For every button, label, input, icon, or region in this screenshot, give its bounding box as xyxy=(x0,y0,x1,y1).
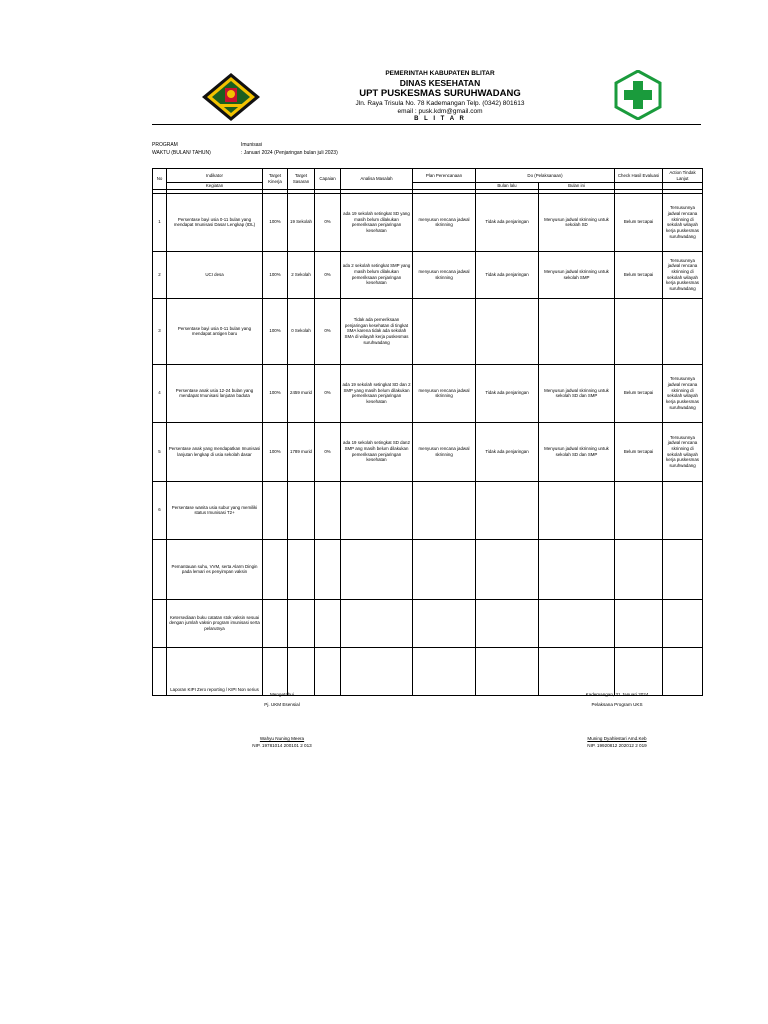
col-header-no: No xyxy=(153,169,167,190)
row-bulan-ini xyxy=(539,298,615,364)
header-address: Jln. Raya Trisula No. 78 Kademangan Telp. (0342) 801613 xyxy=(355,100,525,107)
row-target-sasaran: 2 Sekolah xyxy=(288,251,315,298)
pdca-table xyxy=(152,168,703,696)
row-no: 4 xyxy=(153,364,167,422)
row-bulan-ini xyxy=(539,539,615,599)
row-bulan-ini xyxy=(539,647,615,695)
col-header-target-sasaran: Target Sasaran xyxy=(288,169,315,190)
row-bulan-ini: Menyusun jadwal skrinning untuk sekolah SD xyxy=(539,193,615,251)
header-department: DINAS KESEHATAN xyxy=(399,78,481,88)
row-target-kinerja xyxy=(263,599,288,647)
row-analisa: ada 19 sekolah setingkat SD dan2 SMP ang masih belum dilakukan pemeriksaan penjaringan kesehatan xyxy=(341,422,413,481)
row-indikator: Laporan KIPI Zero reporting / KIPI Non serius xyxy=(167,647,263,695)
row-action: Tersusunnya jadwal rencana skrinning di sekolah wilayah kerja puskesmas suruhwadang xyxy=(663,422,703,481)
sign-left-nip: NIP. 19781014 200101 2 013 xyxy=(252,743,312,748)
row-no: 1 xyxy=(153,193,167,251)
row-indikator: Pemantauan suhu, VVM, serta Alarm Dingin pada lemari es penyimpan vaksin xyxy=(167,539,263,599)
sign-left-title: Mengetahui xyxy=(269,692,294,697)
row-action xyxy=(663,539,703,599)
row-plan xyxy=(413,647,476,695)
row-target-sasaran xyxy=(288,481,315,539)
row-plan xyxy=(413,539,476,599)
row-bulan-lalu xyxy=(476,539,539,599)
row-target-sasaran: 1789 murid xyxy=(288,422,315,481)
sign-right-date: Kademangan, 31 Januari 2024 xyxy=(585,692,649,697)
row-analisa: ada 19 sekolah setingkat SD yang masih belum dilakukan pemeriksaan penjaringan kesehatan xyxy=(341,193,413,251)
row-check xyxy=(615,298,663,364)
table-row xyxy=(153,422,703,481)
row-action: Tersusunnya jadwal rencana skrinning di sekolah wilayah kerja puskesmas suruhwadang xyxy=(663,251,703,298)
row-bulan-lalu xyxy=(476,481,539,539)
col-header-bulan-lalu: Bulan lalu xyxy=(476,183,539,190)
row-no: 3 xyxy=(153,298,167,364)
table-row xyxy=(153,364,703,422)
row-capaian xyxy=(315,539,341,599)
row-bulan-lalu xyxy=(476,298,539,364)
col-header-check: Check Hasil Evaluasi xyxy=(615,169,663,183)
row-target-kinerja: 100% xyxy=(263,251,288,298)
row-action xyxy=(663,599,703,647)
waktu-label: WAKTU (BULAN/ TAHUN) xyxy=(152,150,211,156)
row-no: 5 xyxy=(153,422,167,481)
row-analisa xyxy=(341,647,413,695)
row-indikator: Persentase bayi usia 0-11 bulan yang mendapat Imunisasi Dasar Lengkap (IDL) xyxy=(167,193,263,251)
row-target-sasaran: 19 Sekolah xyxy=(288,193,315,251)
blitar-regency-logo xyxy=(200,72,262,122)
row-check: Belum tercapai xyxy=(615,251,663,298)
row-target-kinerja: 100% xyxy=(263,364,288,422)
row-action: Tersusunnya jadwal rencana skrinning di sekolah wilayah kerja puskesmas suruhwadang xyxy=(663,364,703,422)
row-analisa: Tidak ada pemeriksaan penjaringan kesehatan di tingkat SMA karena tidak ada sekolah SMA di wilayah kerja puskesmas suruhwadang xyxy=(341,298,413,364)
row-plan: menyusun rencana jadwal skrinning xyxy=(413,251,476,298)
row-analisa: ada 2 sekolah setingkat SMP yang masih belum dilakukan pemeriksaan penjaringan kesehatan xyxy=(341,251,413,298)
table-row xyxy=(153,251,703,298)
row-bulan-lalu: Tidak ada penjaringan xyxy=(476,422,539,481)
row-capaian xyxy=(315,481,341,539)
row-target-kinerja xyxy=(263,647,288,695)
row-bulan-lalu: Tidak ada penjaringan xyxy=(476,251,539,298)
row-bulan-lalu xyxy=(476,599,539,647)
row-bulan-ini xyxy=(539,599,615,647)
col-header-capaian: Capaian xyxy=(315,169,341,190)
row-indikator: Persentase anak yang mendapatkan Imunisasi lanjutan lengkap di usia sekolah dasar xyxy=(167,422,263,481)
sign-right-nip: NIP. 19920812 202012 2 019 xyxy=(587,743,647,748)
sign-left-role: Pj. UKM Esensial xyxy=(264,702,300,707)
row-plan: menyusun rencana jadwal skrinning xyxy=(413,364,476,422)
col-header-plan-sub xyxy=(413,183,476,190)
row-no xyxy=(153,647,167,695)
col-header-target-kinerja: Target Kinerja xyxy=(263,169,288,190)
row-target-kinerja: 100% xyxy=(263,422,288,481)
table-row xyxy=(153,539,703,599)
row-check xyxy=(615,599,663,647)
waktu-value: : Januari 2024 (Penjaringan bulan juli 2023) xyxy=(241,150,338,156)
row-bulan-ini: Menyusun jadwal skrinning untuk sekolah SD dan SMP xyxy=(539,422,615,481)
sign-right-role: Pelaksana Program UKS xyxy=(591,702,643,707)
program-value: Imunisasi xyxy=(241,142,263,148)
row-capaian: 0% xyxy=(315,298,341,364)
row-bulan-ini: Menyusun jadwal skrinning untuk sekolah SD dan SMP xyxy=(539,364,615,422)
col-header-action: Action Tindak Lanjut xyxy=(663,169,703,183)
row-check: Belum tercapai xyxy=(615,193,663,251)
row-check xyxy=(615,539,663,599)
row-check: Belum tercapai xyxy=(615,422,663,481)
row-check xyxy=(615,647,663,695)
table-row xyxy=(153,599,703,647)
row-target-sasaran xyxy=(288,647,315,695)
header-government: PEMERINTAH KABUPATEN BLITAR xyxy=(385,70,495,77)
row-analisa xyxy=(341,539,413,599)
col-header-check-sub xyxy=(615,183,663,190)
row-target-sasaran xyxy=(288,599,315,647)
puskesmas-logo xyxy=(614,70,662,120)
row-analisa xyxy=(341,481,413,539)
header-divider xyxy=(152,124,701,125)
row-indikator: UCI desa xyxy=(167,251,263,298)
row-capaian: 0% xyxy=(315,193,341,251)
row-plan xyxy=(413,481,476,539)
col-header-kegiatan: Kegiatan xyxy=(167,183,263,190)
row-target-sasaran: 0 Sekolah xyxy=(288,298,315,364)
table-row xyxy=(153,298,703,364)
row-indikator: Ketersediaan buku catatan stok vaksin sesuai dengan jumlah vaksin program imunisasi serta pelarutnya xyxy=(167,599,263,647)
row-capaian xyxy=(315,647,341,695)
row-no xyxy=(153,539,167,599)
row-action xyxy=(663,481,703,539)
col-header-indikator: Indikator xyxy=(167,169,263,183)
row-indikator: Persentase wanita usia subur yang memiliki status Imunisasi T2+ xyxy=(167,481,263,539)
col-header-action-sub xyxy=(663,183,703,190)
row-plan xyxy=(413,599,476,647)
header-email: email : pusk.kdm@gmail.com xyxy=(397,108,483,115)
program-label: PROGRAM xyxy=(152,142,178,148)
row-action xyxy=(663,647,703,695)
col-header-plan: Plan Perencanaan xyxy=(413,169,476,183)
row-target-sasaran: 2459 murid xyxy=(288,364,315,422)
row-target-kinerja: 100% xyxy=(263,298,288,364)
row-plan: menyusun rencana jadwal skrinning xyxy=(413,422,476,481)
col-header-do: Do (Pelaksanaan) xyxy=(476,169,615,183)
row-action: Tersusunnya jadwal rencana skrinning di sekolah wilayah kerja puskesmas suruhwadang xyxy=(663,193,703,251)
row-plan xyxy=(413,298,476,364)
row-no: 6 xyxy=(153,481,167,539)
row-bulan-lalu: Tidak ada penjaringan xyxy=(476,364,539,422)
row-bulan-lalu: Tidak ada penjaringan xyxy=(476,193,539,251)
row-plan: menyusun rencana jadwal skrinning xyxy=(413,193,476,251)
row-indikator: Persentase anak usia 12-24 bulan yang mendapat Imunisasi lanjutan baduta xyxy=(167,364,263,422)
header-institution: UPT PUSKESMAS SURUHWADANG xyxy=(359,88,521,99)
col-header-analisa: Analisa Masalah xyxy=(341,169,413,190)
row-bulan-ini xyxy=(539,481,615,539)
row-check: Belum tercapai xyxy=(615,364,663,422)
sign-right-name: Muning Dyahlestari Amd.Keb xyxy=(587,736,647,741)
row-target-kinerja xyxy=(263,481,288,539)
col-header-bulan-ini: Bulan ini xyxy=(539,183,615,190)
row-no: 2 xyxy=(153,251,167,298)
table-row xyxy=(153,481,703,539)
table-row xyxy=(153,193,703,251)
row-target-sasaran xyxy=(288,539,315,599)
row-capaian: 0% xyxy=(315,422,341,481)
row-target-kinerja xyxy=(263,539,288,599)
row-action xyxy=(663,298,703,364)
table-row xyxy=(153,647,703,695)
sign-left-name: Wahyu Nuning Meera xyxy=(259,736,305,741)
row-no xyxy=(153,599,167,647)
row-analisa: ada 19 sekolah setingkat SD dan 2 SMP yang masih belum dilakukan pemeriksaan penjaringan kesehatan xyxy=(341,364,413,422)
row-capaian: 0% xyxy=(315,251,341,298)
row-capaian xyxy=(315,599,341,647)
row-bulan-ini: Menyusun jadwal skrinning untuk sekolah SMP xyxy=(539,251,615,298)
row-bulan-lalu xyxy=(476,647,539,695)
row-capaian: 0% xyxy=(315,364,341,422)
row-check xyxy=(615,481,663,539)
header-city: B L I T A R xyxy=(414,116,466,122)
row-target-kinerja: 100% xyxy=(263,193,288,251)
row-analisa xyxy=(341,599,413,647)
row-indikator: Persentase bayi usia 0-11 bulan yang mendapat antigen baru xyxy=(167,298,263,364)
